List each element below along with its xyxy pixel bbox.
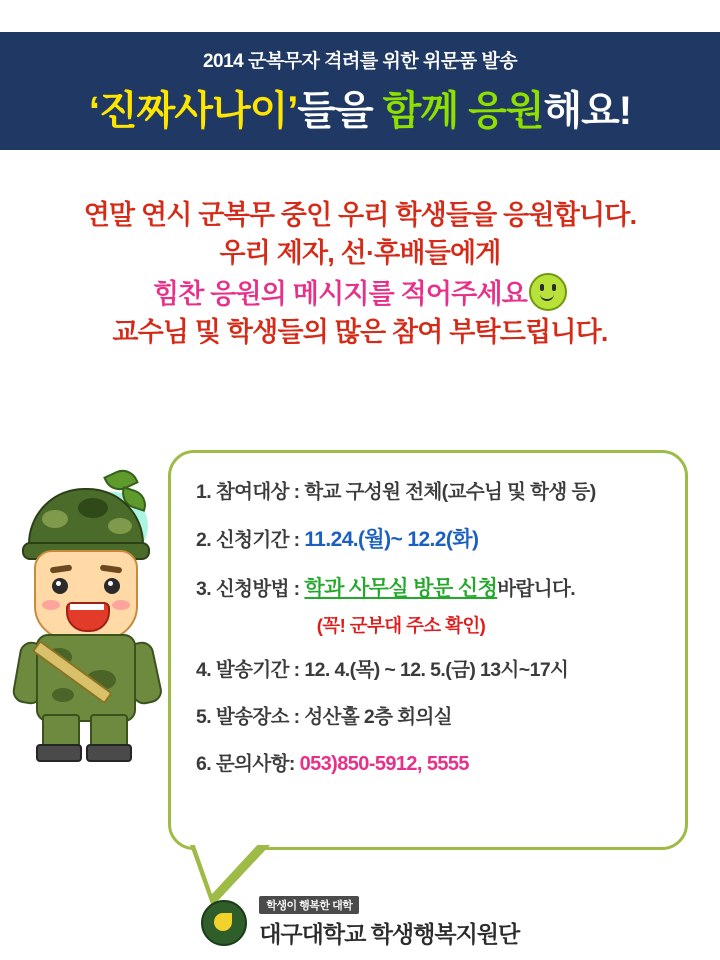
intro-line-1: 연말 연시 군복무 중인 우리 학생들을 응원합니다. <box>83 200 637 230</box>
intro-line-3-wrapper <box>0 273 720 313</box>
list-item <box>196 476 676 504</box>
character-face <box>34 550 138 640</box>
info-list <box>196 476 676 795</box>
list-item-number: 6. <box>196 753 212 775</box>
list-item-value: 053)850-5912, 5555 <box>299 753 469 775</box>
footer-logo <box>0 896 720 949</box>
list-item <box>196 572 676 602</box>
intro-paragraph <box>0 196 720 351</box>
character-shoulder-strap <box>34 636 134 716</box>
banner-title-tail-1: 들을 <box>297 89 383 133</box>
speech-bubble-tail-inner <box>193 840 262 894</box>
footer-organization: 대구대학교 학생행복지원단 <box>259 921 520 947</box>
list-item-number: 2. <box>196 529 212 551</box>
character-boot-left <box>36 744 82 762</box>
banner-quote-close: ’ <box>287 89 298 133</box>
banner-title-tail-4: 해요! <box>543 89 632 133</box>
footer-tagline: 학생이 행복한 대학 <box>259 896 359 914</box>
address-warning-text: (꼭! 군부대 주소 확인) <box>316 615 486 636</box>
list-item <box>196 523 676 553</box>
list-item-value: 성산홀 2층 회의실 <box>304 706 452 728</box>
smiley-face-icon <box>529 273 567 311</box>
list-item-label: 발송장소 : <box>215 706 305 728</box>
banner-quote-open: ‘ <box>88 89 100 133</box>
list-item-value: 12. 4.(목) ~ 12. 5.(금) 13시~17시 <box>304 659 569 681</box>
list-item-number: 4. <box>196 659 212 681</box>
banner-title-main: 진짜사나이 <box>99 89 288 133</box>
intro-line-2: 우리 제자, 선·후배들에게 <box>219 238 501 269</box>
list-item-suffix: 바랍니다. <box>497 578 576 600</box>
list-item-value: 학과 사무실 방문 신청 <box>304 577 498 600</box>
list-item-number: 3. <box>196 578 212 600</box>
address-warning-note <box>196 612 676 638</box>
list-item-label: 참여대상 : <box>215 481 305 503</box>
soldier-character-illustration <box>10 470 170 760</box>
banner-title <box>0 79 720 136</box>
intro-line-4: 교수님 및 학생들의 많은 참여 부탁드립니다. <box>112 316 608 347</box>
list-item-label: 발송기간 : <box>215 659 305 681</box>
header-banner <box>0 32 720 150</box>
list-item-number: 5. <box>196 706 212 728</box>
list-item-label: 문의사항: <box>215 753 300 775</box>
list-item-value: 학교 구성원 전체(교수님 및 학생 등) <box>304 481 596 503</box>
list-item-label: 신청방법 : <box>215 578 305 600</box>
list-item-number: 1. <box>196 481 212 503</box>
banner-title-tail-3: 응원 <box>468 89 544 133</box>
character-boot-right <box>86 744 132 762</box>
list-item <box>196 748 676 776</box>
list-item <box>196 701 676 729</box>
list-item <box>196 654 676 682</box>
banner-title-tail-2: 함께 <box>382 89 469 133</box>
list-item-label: 신청기간 : <box>215 529 305 551</box>
intro-line-3: 힘찬 응원의 메시지를 적어주세요 <box>152 278 528 309</box>
banner-subtitle: 2014 군복무자 격려를 위한 위문품 발송 <box>202 51 518 72</box>
list-item-value: 11.24.(월)~ 12.2(화) <box>304 528 479 551</box>
university-emblem-icon <box>201 900 247 946</box>
